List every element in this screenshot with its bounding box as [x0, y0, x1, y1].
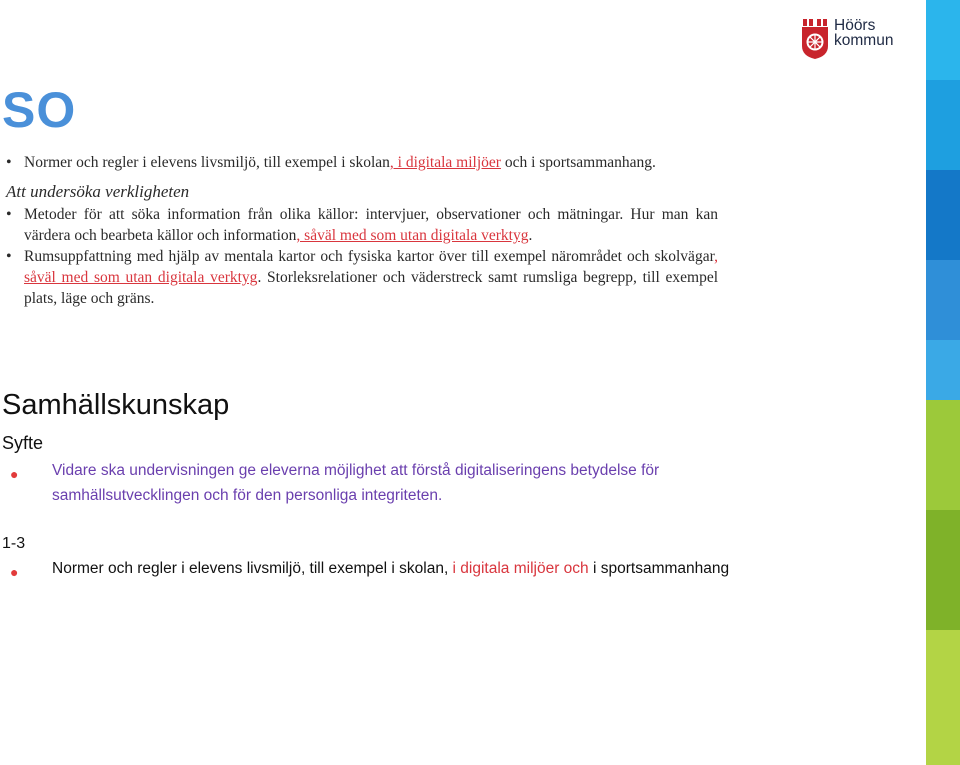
highlight-digital: , såväl med som utan digitala verktyg	[296, 227, 529, 244]
page-title: SO	[2, 82, 77, 138]
coat-of-arms-icon	[800, 18, 830, 60]
bullet-icon: ●	[10, 466, 19, 482]
bullet-icon: ●	[10, 564, 19, 580]
subject-heading: Samhällskunskap	[2, 389, 230, 421]
grade-list	[10, 556, 890, 581]
bullet-icon: •	[6, 154, 12, 171]
list-item: ● Vidare ska undervisningen ge eleverna möjlighet att förstå digitaliseringens betydelse för samhällsutvecklingen och för den personliga integriteten.	[10, 462, 660, 504]
bullet-icon: •	[6, 248, 12, 265]
bullet-icon: •	[6, 206, 12, 223]
syfte-label: Syfte	[2, 433, 44, 453]
decorative-stripe	[926, 0, 960, 765]
highlight-digital: , i digitala miljöer	[389, 154, 501, 171]
list-item: ● Normer och regler i elevens livsmiljö, till exempel i skolan, i digitala miljöer och i sportsammanhang	[10, 556, 890, 581]
highlight-digital: i digitala miljöer och	[448, 560, 589, 577]
highlight-digital: , såväl med som utan digitala verktyg	[24, 248, 718, 286]
grade-label: 1-3	[2, 535, 26, 552]
syfte-list	[10, 458, 770, 508]
hoors-kommun-logo	[800, 18, 893, 62]
logo-line-1: Höörs	[834, 17, 876, 34]
curriculum-excerpt	[6, 152, 718, 309]
excerpt-bullet-2: • Metoder för att söka information från olika källor: intervjuer, observationer och mätningar. Hur man kan värdera och bearbeta källor och information, såväl med som utan digitala verktyg.	[6, 206, 718, 244]
excerpt-bullet-1: • Normer och regler i elevens livsmiljö, till exempel i skolan, i digitala miljöer och i sportsammanhang.	[6, 154, 656, 171]
excerpt-subheading: Att undersöka verkligheten	[6, 182, 190, 201]
excerpt-bullet-3: • Rumsuppfattning med hjälp av mentala kartor och fysiska kartor över till exempel närområdet och skolvägar, såväl med som utan digitala verktyg. Storleksrelationer och väderstreck samt rumsliga begrepp, till exempel plats, läge och gräns.	[6, 248, 719, 307]
logo-line-2: kommun	[834, 32, 894, 49]
